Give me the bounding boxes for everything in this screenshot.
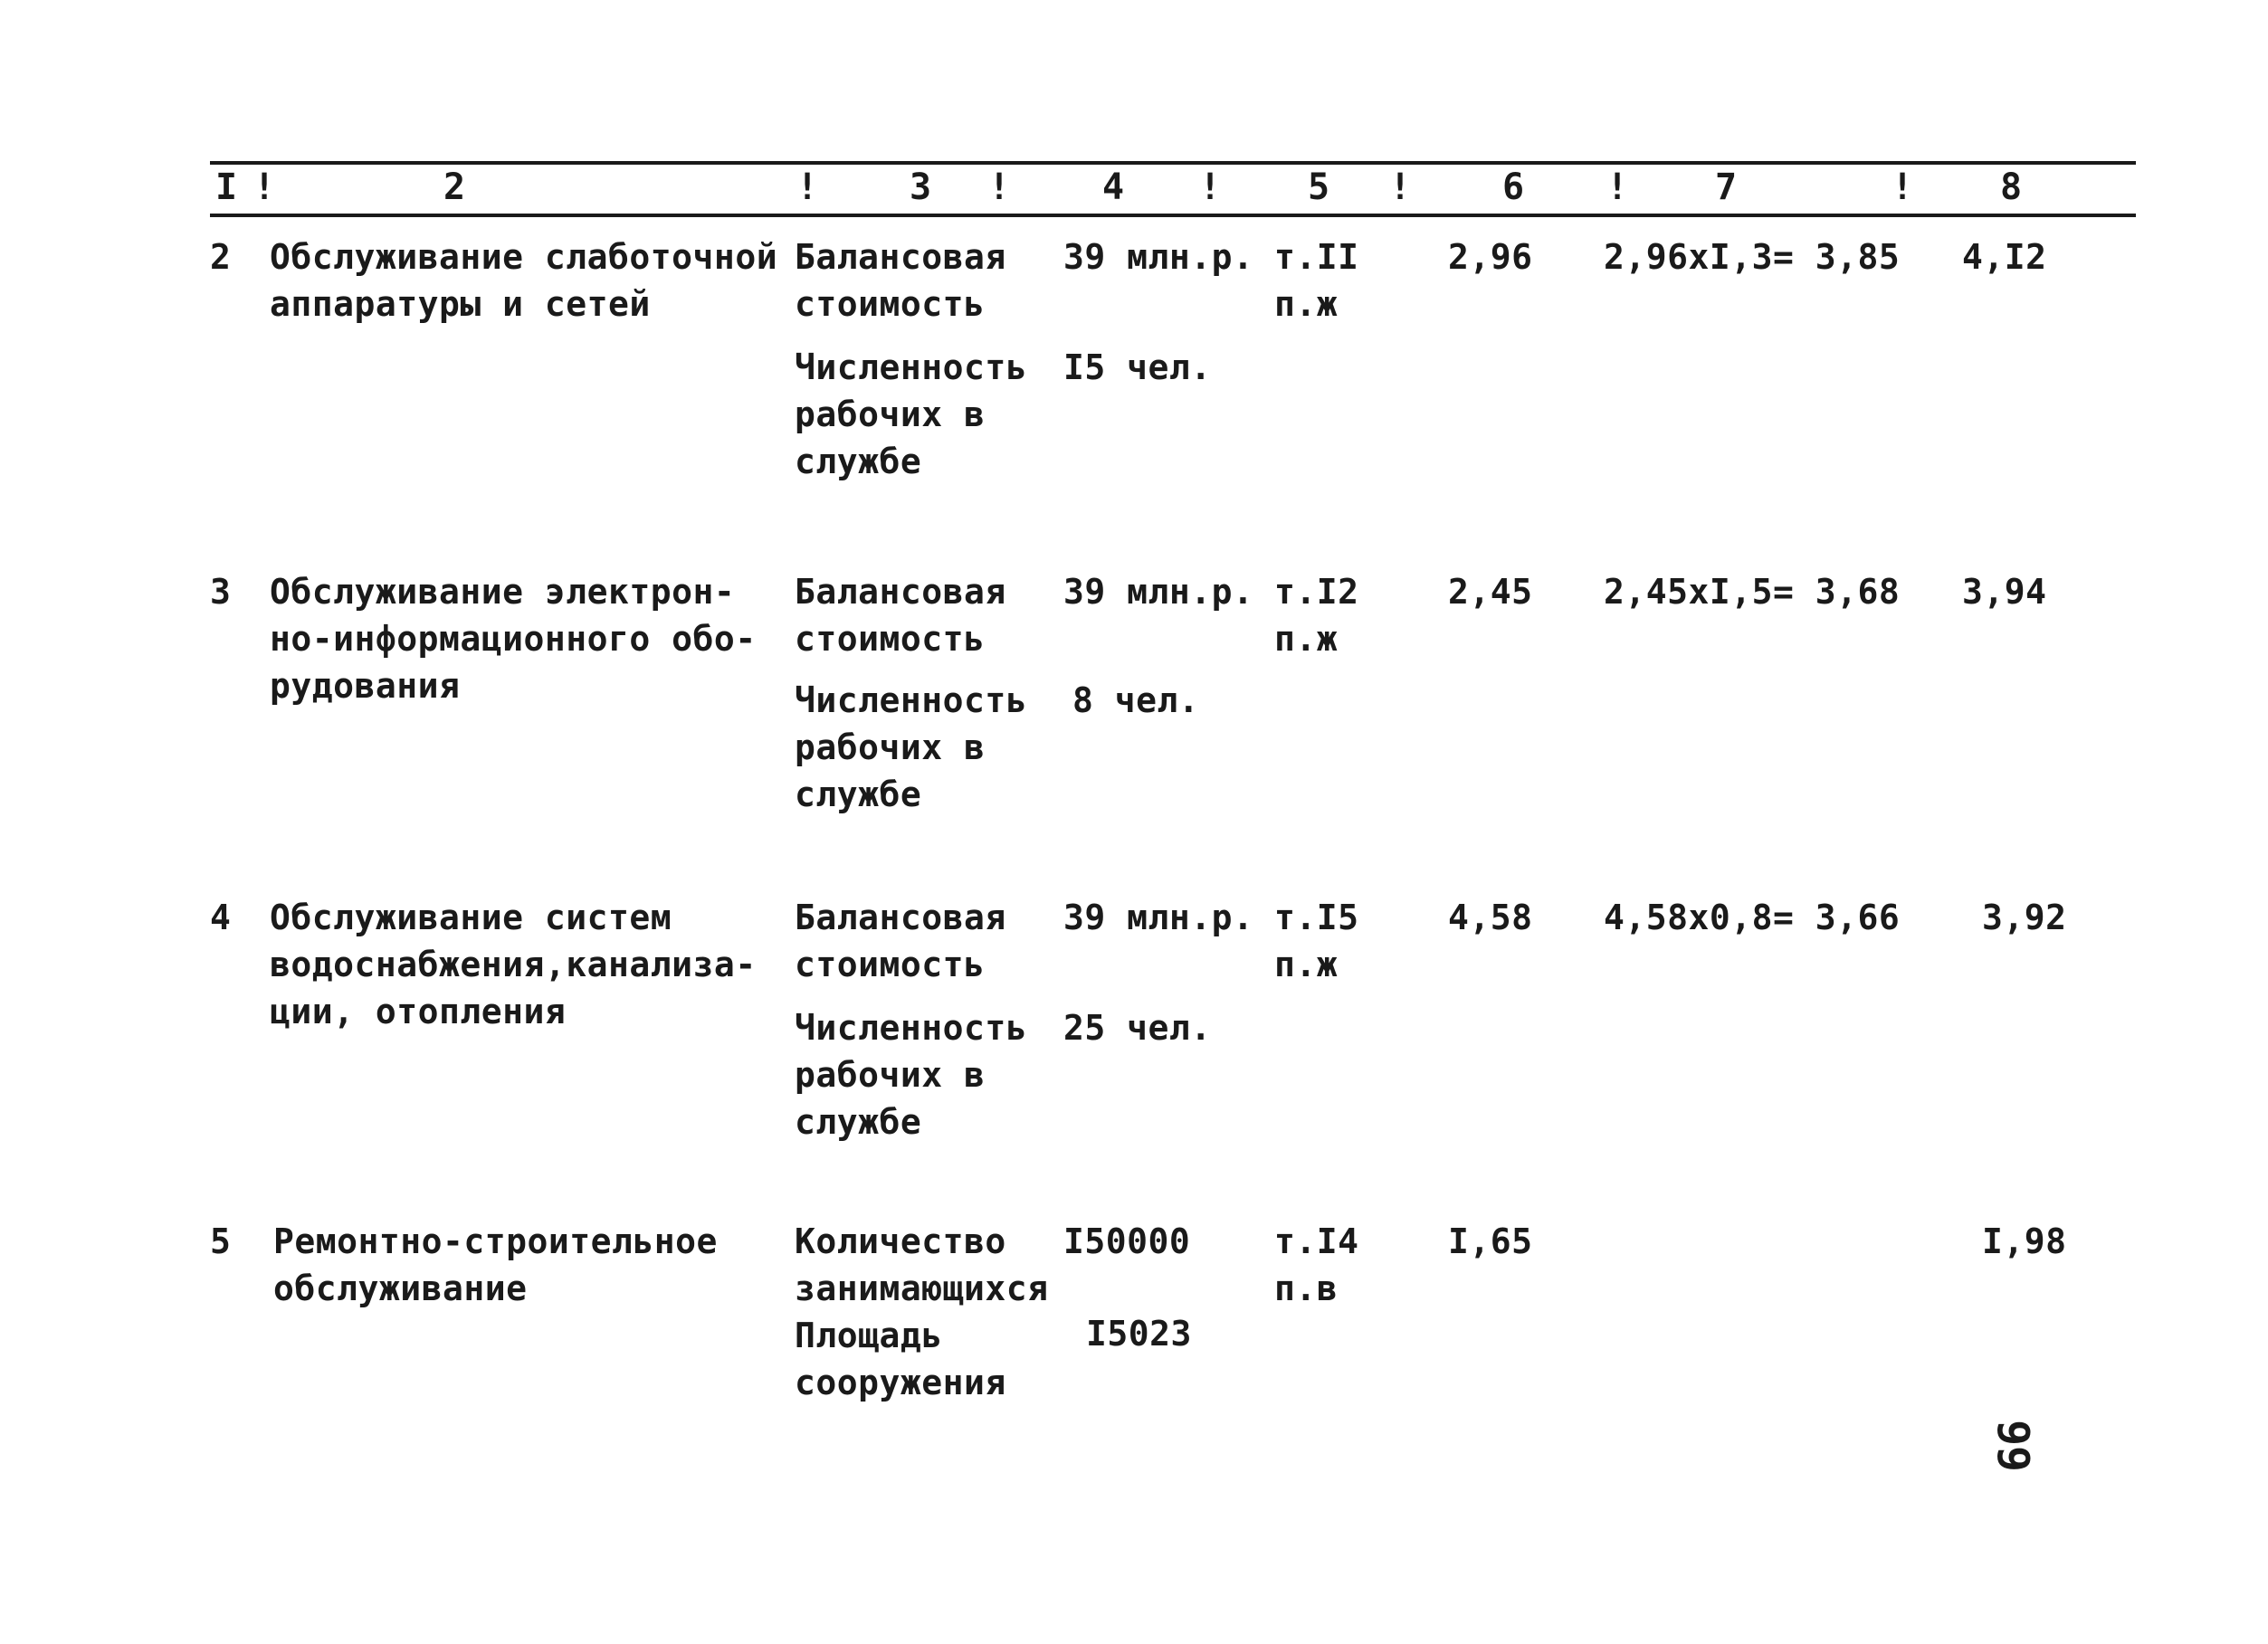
indicator-label: стоимость	[795, 619, 986, 659]
header-col-2: 2	[443, 166, 466, 208]
header-col-8: 8	[2000, 166, 2023, 208]
indicator-value: I5 чел.	[1063, 347, 1212, 387]
row-name-line: Обслуживание слаботочной	[270, 237, 778, 277]
total-value: I,98	[1982, 1221, 2067, 1261]
header-separator: !	[1892, 166, 1914, 208]
indicator-label: занимающихся	[795, 1269, 1049, 1308]
header-col-3: 3	[910, 166, 932, 208]
indicator-value: I5023	[1086, 1314, 1192, 1354]
row-name-line: Ремонтно-строительное	[273, 1221, 718, 1261]
page-number: 99	[1987, 1420, 2038, 1472]
indicator-label: стоимость	[795, 945, 986, 984]
reference: т.I2	[1274, 572, 1359, 612]
row-name-line: рудования	[270, 666, 461, 706]
indicator-value: 39 млн.р.	[1063, 572, 1254, 612]
calculation: 2,96хI,3= 3,85	[1604, 237, 1901, 277]
indicator-label: рабочих в	[795, 1055, 986, 1095]
row-number: 3	[210, 572, 232, 612]
total-value: 3,92	[1982, 898, 2067, 937]
reference: п.ж	[1274, 284, 1339, 324]
header-col-7: 7	[1715, 166, 1738, 208]
header-bottom-rule	[210, 214, 2136, 217]
indicator-label: Численность	[795, 1008, 1028, 1048]
indicator-label: Численность	[795, 347, 1028, 387]
indicator-value: 39 млн.р.	[1063, 898, 1254, 937]
row-name-line: Обслуживание электрон-	[270, 572, 736, 612]
indicator-label: Количество	[795, 1221, 1006, 1261]
row-number: 4	[210, 898, 232, 937]
indicator-value: I50000	[1063, 1221, 1191, 1261]
row-number: 5	[210, 1221, 232, 1261]
indicator-label: Балансовая	[795, 237, 1006, 277]
header-separator: !	[1606, 166, 1629, 208]
indicator-label: службе	[795, 774, 922, 814]
row-name-line: ции, отопления	[270, 992, 567, 1031]
header-separator: !	[1199, 166, 1222, 208]
header-top-rule	[210, 161, 2136, 165]
norm-value: 2,45	[1448, 572, 1533, 612]
total-value: 3,94	[1962, 572, 2047, 612]
indicator-label: рабочих в	[795, 727, 986, 767]
header-col-6: 6	[1502, 166, 1525, 208]
header-separator: !	[796, 166, 819, 208]
norm-value: 4,58	[1448, 898, 1533, 937]
row-number: 2	[210, 237, 232, 277]
row-name-line: аппаратуры и сетей	[270, 284, 651, 324]
indicator-label: службе	[795, 1102, 922, 1142]
header-col-5: 5	[1308, 166, 1330, 208]
indicator-value: 8 чел.	[1072, 680, 1200, 720]
norm-value: I,65	[1448, 1221, 1533, 1261]
indicator-label: сооружения	[795, 1363, 1006, 1402]
indicator-label: Балансовая	[795, 898, 1006, 937]
reference: т.I4	[1274, 1221, 1359, 1261]
header-col-1: I	[215, 166, 238, 208]
row-name-line: Обслуживание систем	[270, 898, 672, 937]
header-col-4: 4	[1102, 166, 1125, 208]
calculation: 2,45хI,5= 3,68	[1604, 572, 1901, 612]
total-value: 4,I2	[1962, 237, 2047, 277]
header-separator: !	[988, 166, 1011, 208]
indicator-label: стоимость	[795, 284, 986, 324]
reference: п.ж	[1274, 945, 1339, 984]
indicator-label: Площадь	[795, 1316, 943, 1355]
indicator-label: Балансовая	[795, 572, 1006, 612]
row-name-line: обслуживание	[273, 1269, 528, 1308]
norm-value: 2,96	[1448, 237, 1533, 277]
calculation: 4,58х0,8= 3,66	[1604, 898, 1901, 937]
indicator-value: 25 чел.	[1063, 1008, 1212, 1048]
header-separator: !	[1389, 166, 1412, 208]
reference: т.II	[1274, 237, 1359, 277]
row-name-line: но-информационного обо-	[270, 619, 757, 659]
indicator-label: Численность	[795, 680, 1028, 720]
indicator-label: службе	[795, 442, 922, 481]
reference: т.I5	[1274, 898, 1359, 937]
indicator-value: 39 млн.р.	[1063, 237, 1254, 277]
reference: п.в	[1274, 1269, 1339, 1308]
reference: п.ж	[1274, 619, 1339, 659]
indicator-label: рабочих в	[795, 394, 986, 434]
header-separator: !	[253, 166, 276, 208]
row-name-line: водоснабжения,канализа-	[270, 945, 757, 984]
